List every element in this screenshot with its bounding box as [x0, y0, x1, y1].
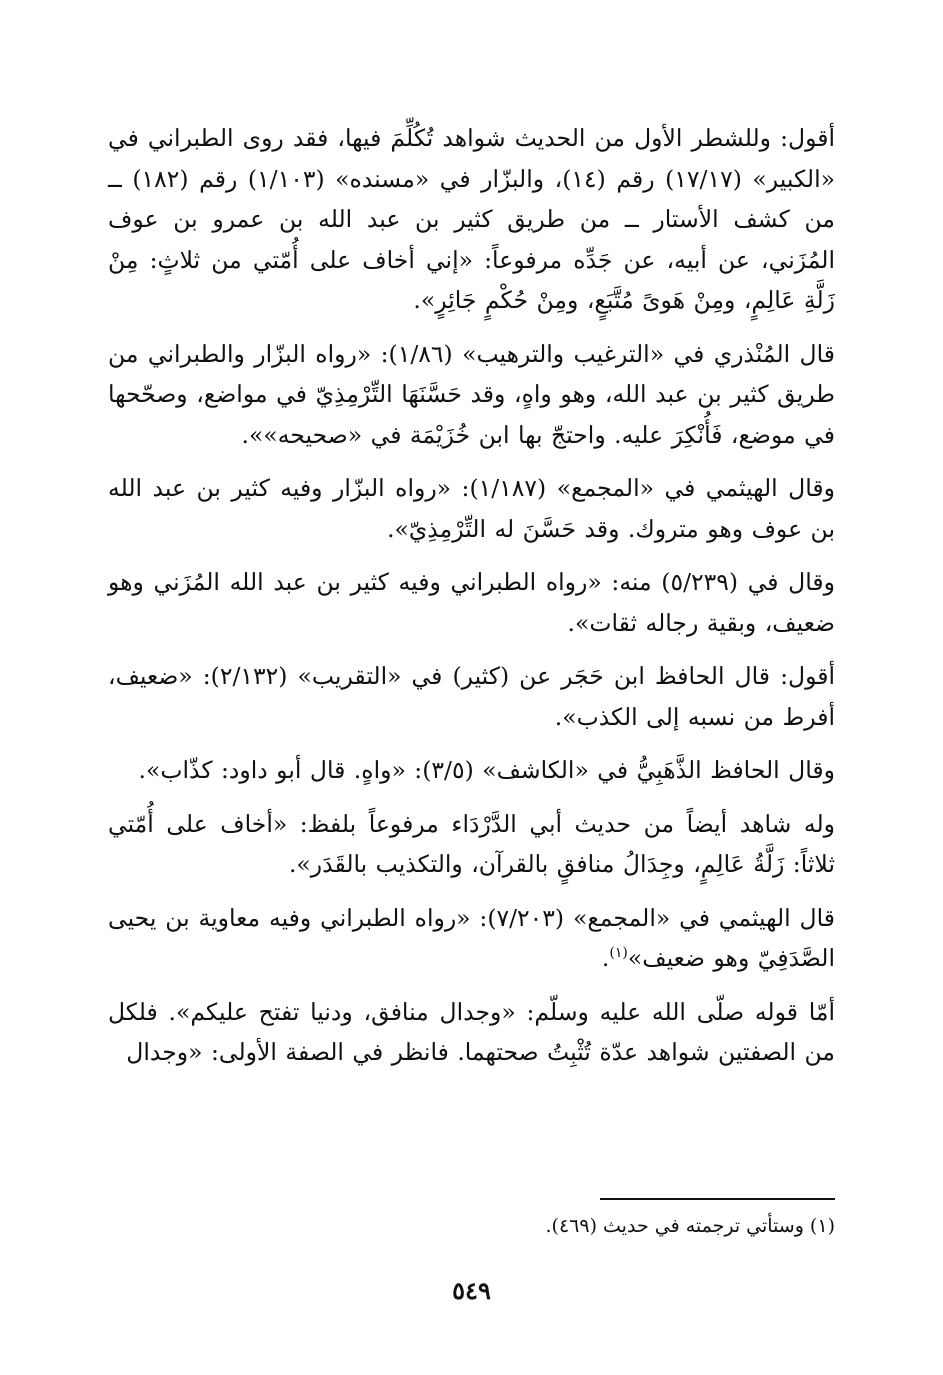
- paragraph-3: وقال الهيثمي في «المجمع» (١/١٨٧): «رواه البزّار وفيه كثير بن عبد الله بن عوف وهو متروك. وقد حَسَّنَ له التِّرْمِذِيّ».: [108, 474, 835, 543]
- paragraph-5: أقول: قال الحافظ ابن حَجَر عن (كثير) في «التقريب» (٢/١٣٢): «ضعيف، أفرط من نسبه إلى الكذب».: [108, 662, 835, 731]
- paragraph-8: [108, 898, 835, 979]
- footnote: (١) وستأتي ترجمته في حديث (٤٦٩).: [545, 1215, 835, 1237]
- paragraph-1: أقول: وللشطر الأول من الحديث شواهد تُكُلِّمَ فيها، فقد روى الطبراني في «الكبير» (١٧/١٧) رقم (١٤)، والبزّار في «مسنده» (١/١٠٣) رقم (١٨٢) ــ من كشف الأستار ــ من طريق كثير بن عبد الله بن عمرو بن عوف المُزَني، عن أبيه، عن جَدِّه مرفوعاً: «إني أخاف على أُمّتي من ثلاثٍ: مِنْ زَلَّةِ عَالِمٍ، ومِنْ هَوىً مُتَّبَعٍ، ومِنْ حُكْمٍ جَائِرٍ».: [108, 124, 835, 314]
- paragraph-8-tail: .: [601, 944, 610, 972]
- page-body: [108, 118, 835, 1086]
- paragraph-8-text: قال الهيثمي في «المجمع» (٧/٢٠٣): «رواه الطبراني وفيه معاوية بن يحيى الصَّدَفِيّ وهو ضعيف»: [108, 903, 835, 972]
- paragraph-9: أمّا قوله صلّى الله عليه وسلّم: «وجدال منافق، ودنيا تفتح عليكم». فلكل من الصفتين شواهد عدّة تُثْبِتُ صحتهما. فانظر في الصفة الأولى: «وجدال: [108, 997, 835, 1066]
- page-number: ٥٤٩: [452, 1276, 491, 1305]
- paragraph-7: وله شاهد أيضاً من حديث أبي الدَّرْدَاء مرفوعاً بلفظ: «أخاف على أُمّتي ثلاثاً: زَلَّةُ عَالِمٍ، وجِدَالُ منافقٍ بالقرآن، والتكذيب بالقَدَر».: [108, 809, 835, 878]
- paragraph-2: قال المُنْذري في «الترغيب والترهيب» (١/٨٦): «رواه البزّار والطبراني من طريق كثير بن عبد الله، وهو واهٍ، وقد حَسَّنَهَا التِّرْمِذِيّ في مواضع، وصحّحها في موضع، فَأُنْكِرَ عليه. واحتجّ بها ابن خُزَيْمَة في «صحيحه»».: [108, 339, 835, 449]
- footnote-divider: [600, 1198, 835, 1200]
- paragraph-6: وقال الحافظ الذَّهَبِيُّ في «الكاشف» (٣/٥): «واهٍ. قال أبو داود: كذّاب».: [138, 756, 835, 784]
- paragraph-4: وقال في (٥/٢٣٩) منه: «رواه الطبراني وفيه كثير بن عبد الله المُزَني وهو ضعيف، وبقية رجاله ثقات».: [108, 568, 836, 637]
- footnote-marker[interactable]: (١): [609, 945, 628, 962]
